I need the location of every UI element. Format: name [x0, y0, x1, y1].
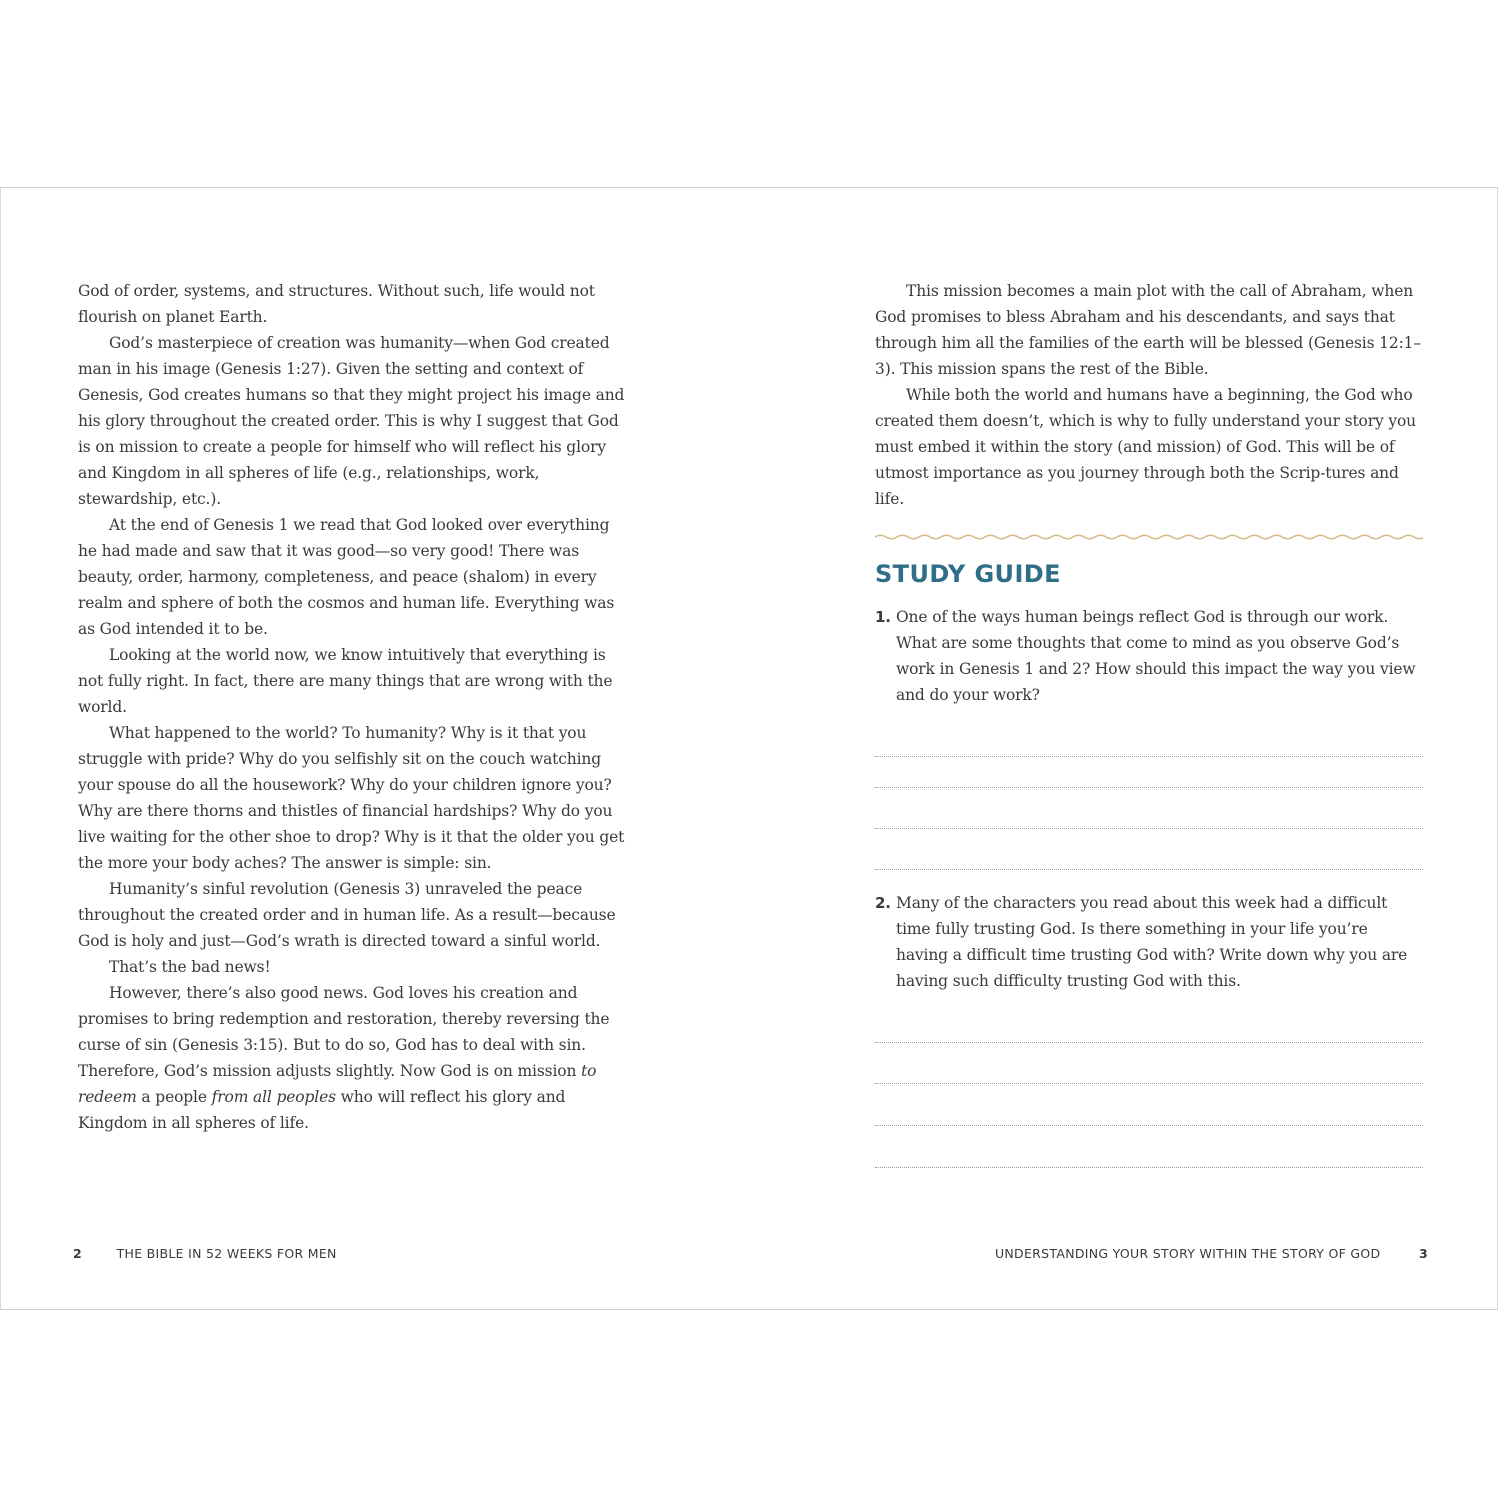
running-head-left: THE BIBLE IN 52 WEEKS FOR MEN: [116, 1246, 337, 1261]
question-1: [875, 604, 1423, 708]
paragraph-text: who will reflect his glory and Kingdom in all spheres of life.: [78, 1088, 566, 1132]
page-number-left: 2: [73, 1246, 82, 1261]
left-page-body: [78, 278, 630, 1136]
study-guide-title: STUDY GUIDE: [875, 560, 1061, 588]
italic-text: from all peoples: [211, 1088, 336, 1106]
answer-line[interactable]: [875, 1083, 1423, 1084]
left-paragraph-6: Humanity’s sinful revolution (Genesis 3) unraveled the peace throughout the created order and in human life. As a result—because God is holy and just—God’s wrath is directed toward a sinful world.: [78, 880, 616, 950]
answer-line[interactable]: [875, 1042, 1423, 1043]
right-footer: [995, 1246, 1428, 1262]
answer-line[interactable]: [875, 828, 1423, 829]
left-paragraph-7: That’s the bad news!: [109, 958, 271, 976]
paragraph-text: a people: [136, 1088, 212, 1106]
left-paragraph-3: At the end of Genesis 1 we read that God looked over everything he had made and saw that it was good—so very good! There was beauty, order, harmony, completeness, and peace (shalom) in every realm and sphere of both the cosmos and human life. Everything was as God intended it to be.: [78, 516, 615, 638]
left-paragraph-4: Looking at the world now, we know intuitively that everything is not fully right. In fact, there are many things that are wrong with the world.: [78, 646, 613, 716]
left-footer: [73, 1246, 337, 1262]
question-number: 1.: [875, 608, 891, 626]
paragraph-text: However, there’s also good news. God loves his creation and promises to bring redemption and restoration, thereby reversing the curse of sin (Genesis 3:15). But to do so, God has to deal with sin. Therefore, God’s mission adjusts slightly. Now God is on mission: [78, 984, 610, 1080]
answer-line[interactable]: [875, 756, 1423, 757]
question-number: 2.: [875, 894, 891, 912]
italic-text: to redeem: [78, 1062, 597, 1106]
right-paragraph-1: This mission becomes a main plot with the call of Abraham, when God promises to bless Abraham and his descendants, and says that through him all the families of the earth will be blessed (Genesis 12:1–3). This mission spans the rest of the Bible.: [875, 282, 1421, 378]
question-text: One of the ways human beings reflect God is through our work. What are some thoughts that come to mind as you observe God’s work in Genesis 1 and 2? How should this impact the way you view and do your work?: [896, 608, 1416, 704]
right-paragraph-2: While both the world and humans have a beginning, the God who created them doesn’t, which is why to fully understand your story you must embed it within the story (and mission) of God. This will be of utmost importance as you journey through both the Scrip-tures and life.: [875, 386, 1416, 508]
left-paragraph-5: What happened to the world? To humanity? Why is it that you struggle with pride? Why do you selfishly sit on the couch watching your spouse do all the housework? Why do your children ignore you? Why are there thorns and thistles of financial hardships? Why do you live waiting for the other shoe to drop? Why is it that the older you get the more your body aches? The answer is simple: sin.: [78, 724, 625, 872]
answer-line[interactable]: [875, 869, 1423, 870]
answer-line[interactable]: [875, 1125, 1423, 1126]
question-text: Many of the characters you read about this week had a difficult time fully trusting God. Is there something in your life you’re having a difficult time trusting God with? Write down why you are having such difficulty trusting God with this.: [896, 894, 1408, 990]
question-2: [875, 890, 1423, 994]
left-paragraph-1: God of order, systems, and structures. Without such, life would not flourish on planet Earth.: [78, 282, 595, 326]
running-head-right: UNDERSTANDING YOUR STORY WITHIN THE STORY OF GOD: [994, 1246, 1381, 1261]
right-page-body: [875, 278, 1427, 512]
answer-line[interactable]: [875, 1167, 1423, 1168]
answer-line[interactable]: [875, 787, 1423, 788]
wave-divider: [875, 530, 1423, 544]
page-number-right: 3: [1419, 1246, 1428, 1261]
left-paragraph-2: God’s masterpiece of creation was humanity—when God created man in his image (Genesis 1:27). Given the setting and context of Genesis, God creates humans so that they might project his image and his glory throughout the created order. This is why I suggest that God is on mission to create a people for himself who will reflect his glory and Kingdom in all spheres of life (e.g., relationships, work, stewardship, etc.).: [78, 334, 625, 508]
left-paragraph-8: [78, 980, 630, 1136]
